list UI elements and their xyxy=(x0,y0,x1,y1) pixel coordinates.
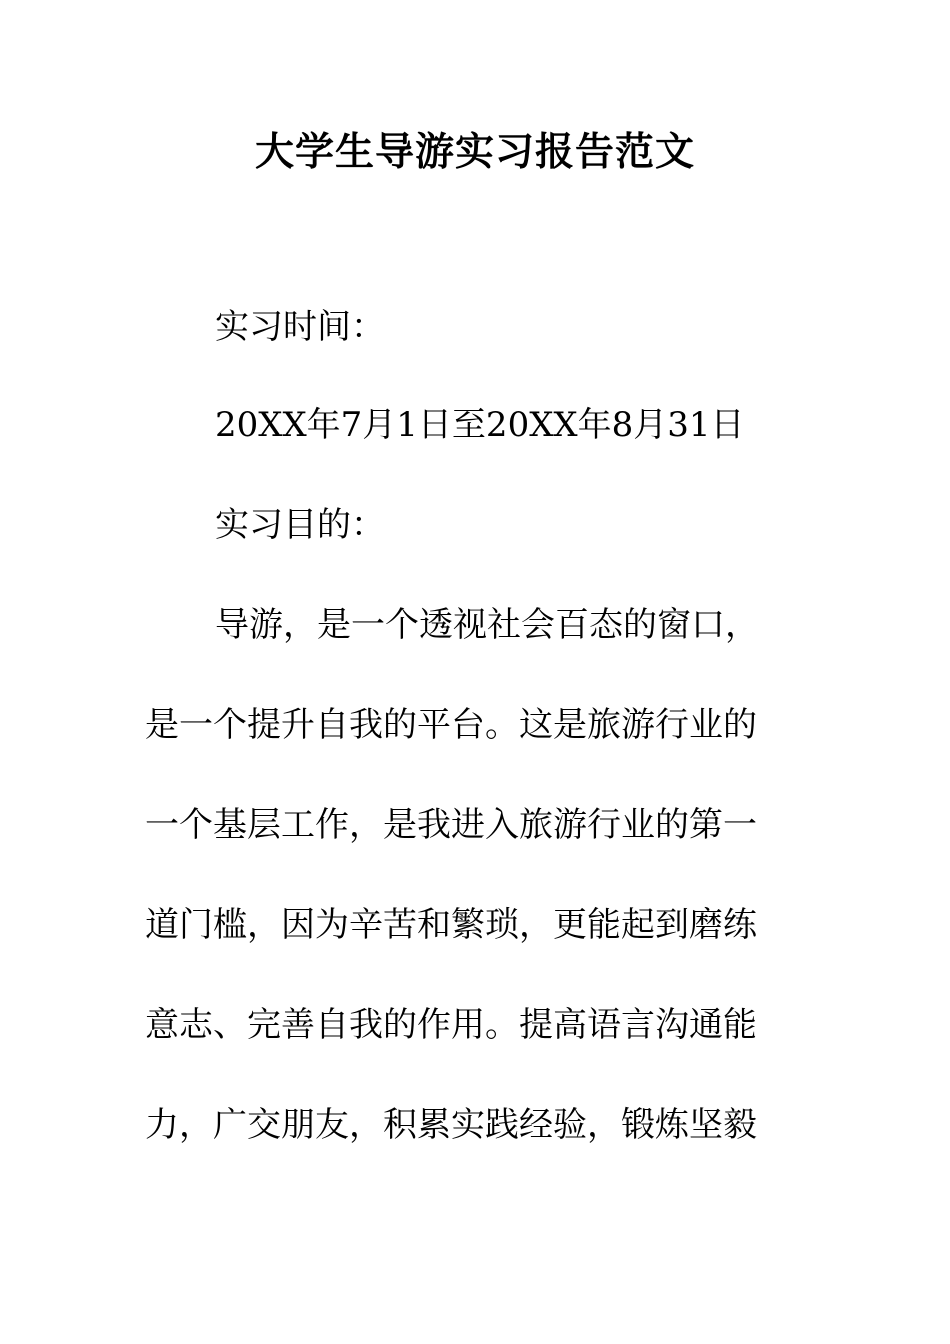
label-internship-time: 实习时间： xyxy=(215,307,385,347)
label-internship-purpose: 实习目的： xyxy=(215,505,385,545)
paragraph-line: 力，广交朋友，积累实践经验，锻炼坚毅 xyxy=(145,1105,757,1145)
internship-date-range: 20XX年7月1日至20XX年8月31日 xyxy=(215,405,745,445)
document-title: 大学生导游实习报告范文 xyxy=(254,130,695,175)
paragraph-line: 是一个提升自我的平台。这是旅游行业的 xyxy=(145,705,757,745)
paragraph-line: 一个基层工作，是我进入旅游行业的第一 xyxy=(145,805,757,845)
paragraph-line: 意志、完善自我的作用。提高语言沟通能 xyxy=(145,1005,757,1045)
paragraph-line: 道门槛，因为辛苦和繁琐，更能起到磨练 xyxy=(145,905,757,945)
paragraph-line: 导游，是一个透视社会百态的窗口， xyxy=(215,605,759,645)
